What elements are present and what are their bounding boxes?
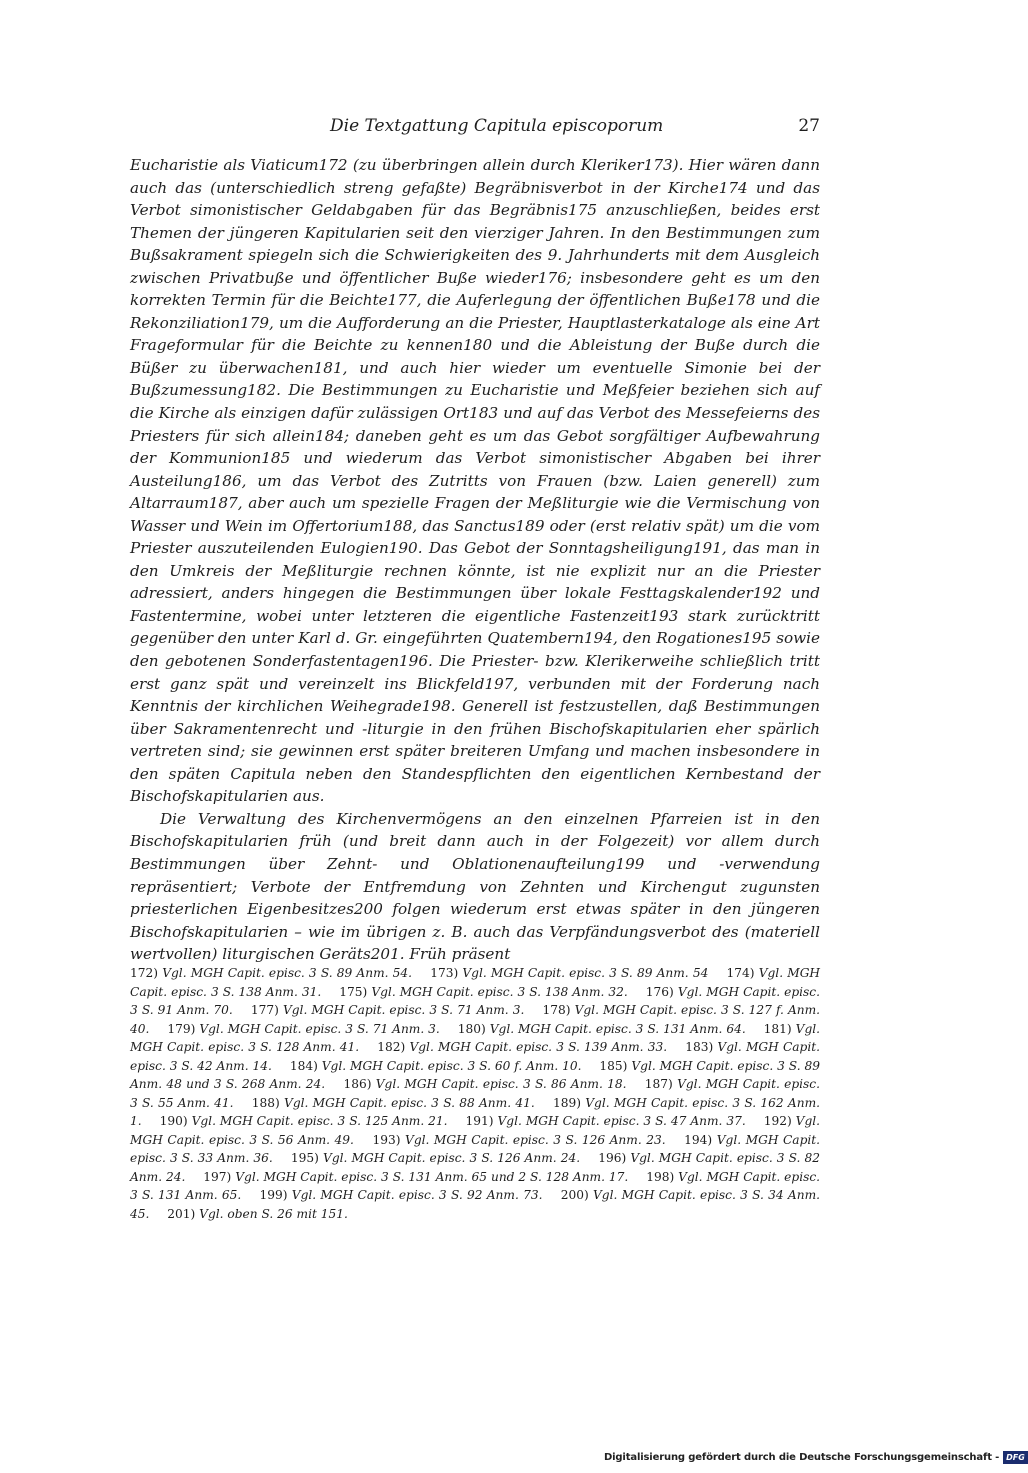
footnote: 199) Vgl. MGH Capit. episc. 3 S. 92 Anm. 73. xyxy=(259,1188,543,1202)
footnote: 175) Vgl. MGH Capit. episc. 3 S. 138 Anm. 32. xyxy=(339,984,628,999)
digitization-credit xyxy=(604,1449,1028,1465)
footnote: 184) Vgl. MGH Capit. episc. 3 S. 60 f. Anm. 10. xyxy=(289,1058,582,1073)
dfg-logo: DFG xyxy=(1003,1451,1028,1464)
footnote: 196) Vgl. MGH Capit. episc. 3 S. 82 Anm. 24. xyxy=(130,1151,821,1184)
footnote: 193) Vgl. MGH Capit. episc. 3 S. 126 Anm. 23. xyxy=(372,1132,666,1147)
main-text xyxy=(130,154,820,966)
footnote: 191) Vgl. MGH Capit. episc. 3 S. 47 Anm. 37. xyxy=(465,1114,746,1128)
footnote: 182) Vgl. MGH Capit. episc. 3 S. 139 Anm. 33. xyxy=(377,1040,668,1054)
footnote: 183) Vgl. MGH Capit. episc. 3 S. 42 Anm. 14. xyxy=(130,1040,821,1073)
footnote: 192) Vgl. MGH Capit. episc. 3 S. 56 Anm. 49. xyxy=(130,1114,821,1147)
footnote: 174) Vgl. MGH Capit. episc. 3 S. 138 Anm. 31. xyxy=(130,966,821,999)
footnote: 177) Vgl. MGH Capit. episc. 3 S. 71 Anm. 3. xyxy=(250,1003,525,1017)
page-number: 27 xyxy=(798,116,820,136)
footnote: 173) Vgl. MGH Capit. episc. 3 S. 89 Anm. 54 xyxy=(430,966,709,980)
footnote: 181) Vgl. MGH Capit. episc. 3 S. 128 Anm. 41. xyxy=(130,1021,821,1054)
footnote: 186) Vgl. MGH Capit. episc. 3 S. 86 Anm. 18. xyxy=(343,1077,627,1091)
footnote: 190) Vgl. MGH Capit. episc. 3 S. 125 Anm. 21. xyxy=(159,1114,448,1128)
running-title: Die Textgattung Capitula episcoporum xyxy=(330,116,664,136)
footnote: 179) Vgl. MGH Capit. episc. 3 S. 71 Anm. 3. xyxy=(167,1021,440,1036)
footnote: 178) Vgl. MGH Capit. episc. 3 S. 127 f. Anm. 40. xyxy=(130,1003,821,1036)
running-header xyxy=(130,116,820,140)
footnote: 197) Vgl. MGH Capit. episc. 3 S. 131 Anm. 65 und 2 S. 128 Anm. 17. xyxy=(203,1169,629,1184)
paragraph-1: Eucharistie als Viaticum172 (zu überbringen allein durch Kleriker173). Hier wären dann auch das (unterschiedlich streng gefaßte) Begräbnisverbot in der Kirche174 und das Verbot simonistischer Geldabgaben für das Begräbnis175 anzuschließen, beides erst Themen der jüngeren Kapitularien seit den vierziger Jahren. In den Bestimmungen zum Bußsakrament spiegeln sich die Schwierigkeiten des 9. Jahrhunderts mit dem Ausgleich zwischen Privatbuße und öffentlicher Buße wieder176; insbesondere geht es um den korrekten Termin für die Beichte177, die Auferlegung der öffentlichen Buße178 und die Rekonziliation179, um die Aufforderung an die Priester, Hauptlasterkataloge als eine Art Frageformular für die Beichte zu kennen180 und die Ableistung der Buße durch die Büßer zu überwachen181, und auch hier wieder um eventuelle Simonie bei der Bußzumessung182. Die Bestimmungen zu Eucharistie und Meßfeier beziehen sich auf die Kirche als einzigen dafür zulässigen Ort183 und auf das Verbot des Messefeierns des Priesters für sich allein184; daneben geht es um das Gebot sorgfältiger Aufbewahrung der Kommunion185 und wiederum das Verbot simonistischer Abgaben bei ihrer Austeilung186, um das Verbot des Zutritts von Frauen (bzw. Laien generell) zum Altarraum187, aber auch um spezielle Fragen der Meßliturgie wie die Vermischung von Wasser und Wein im Offertorium188, das Sanctus189 oder (erst relativ spät) um die vom Priester auszuteilenden Eulogien190. Das Gebot der Sonntagsheiligung191, das man in den Umkreis der Meßliturgie rechnen könnte, ist nie explizit nur an die Priester adressiert, anders hingegen die Bestimmungen über lokale Festtagskalender192 und Fastentermine, wobei unter letzteren die eigentliche Fastenzeit193 stark zurücktritt gegenüber den unter Karl d. Gr. eingeführten Quatembern194, den Rogationes195 sowie den gebotenen Sonderfastentagen196. Die Priester- bzw. Klerikerweihe schließlich tritt erst ganz spät und vereinzelt ins Blickfeld197, verbunden mit der Forderung nach Kenntnis der kirchlichen Weihegrade198. Generell ist festzustellen, daß Bestimmungen über Sakramentenrecht und -liturgie in den frühen Bischofskapitularien eher spärlich vertreten sind; sie gewinnen erst später breiteren Umfang und machen insbesondere in den späten Capitula neben den Standespflichten den eigentlichen Kernbestand der Bischofskapitularien aus. xyxy=(130,156,820,806)
footnote: 180) Vgl. MGH Capit. episc. 3 S. 131 Anm. 64. xyxy=(457,1021,746,1036)
footnote: 187) Vgl. MGH Capit. episc. 3 S. 55 Anm. 41. xyxy=(130,1077,820,1110)
credit-text: Digitalisierung gefördert durch die Deutsche Forschungsgemeinschaft - xyxy=(604,1451,1000,1463)
footnote: 200) Vgl. MGH Capit. episc. 3 S. 34 Anm. 45. xyxy=(130,1188,821,1221)
footnote: 195) Vgl. MGH Capit. episc. 3 S. 126 Anm. 24. xyxy=(290,1151,581,1165)
footnote: 194) Vgl. MGH Capit. episc. 3 S. 33 Anm. 36. xyxy=(130,1132,821,1165)
footnotes xyxy=(130,964,820,1223)
footnote: 198) Vgl. MGH Capit. episc. 3 S. 131 Anm. 65. xyxy=(130,1169,821,1202)
paragraph-2: Die Verwaltung des Kirchenvermögens an den einzelnen Pfarreien ist in den Bischofskapitularien früh (und breit dann auch in der Folgezeit) vor allem durch Bestimmungen über Zehnt- und Oblationenaufteilung199 und -verwendung repräsentiert; Verbote der Entfremdung von Zehnten und Kirchengut zugunsten priesterlichen Eigenbesitzes200 folgen wiederum erst etwas später in den jüngeren Bischofskapitularien – wie im übrigen z. B. auch das Verpfändungsverbot des (materiell wertvollen) liturgischen Geräts201. Früh präsent xyxy=(130,809,820,964)
footnote: 176) Vgl. MGH Capit. episc. 3 S. 91 Anm. 70. xyxy=(130,984,821,1017)
footnote: 188) Vgl. MGH Capit. episc. 3 S. 88 Anm. 41. xyxy=(251,1095,535,1110)
footnote: 201) Vgl. oben S. 26 mit 151. xyxy=(167,1206,348,1221)
footnote: 189) Vgl. MGH Capit. episc. 3 S. 162 Anm. 1. xyxy=(130,1095,821,1128)
footnote: 185) Vgl. MGH Capit. episc. 3 S. 89 Anm. 48 und 3 S. 268 Anm. 24. xyxy=(130,1058,820,1091)
footnote: 172) Vgl. MGH Capit. episc. 3 S. 89 Anm. 54. xyxy=(130,966,413,980)
